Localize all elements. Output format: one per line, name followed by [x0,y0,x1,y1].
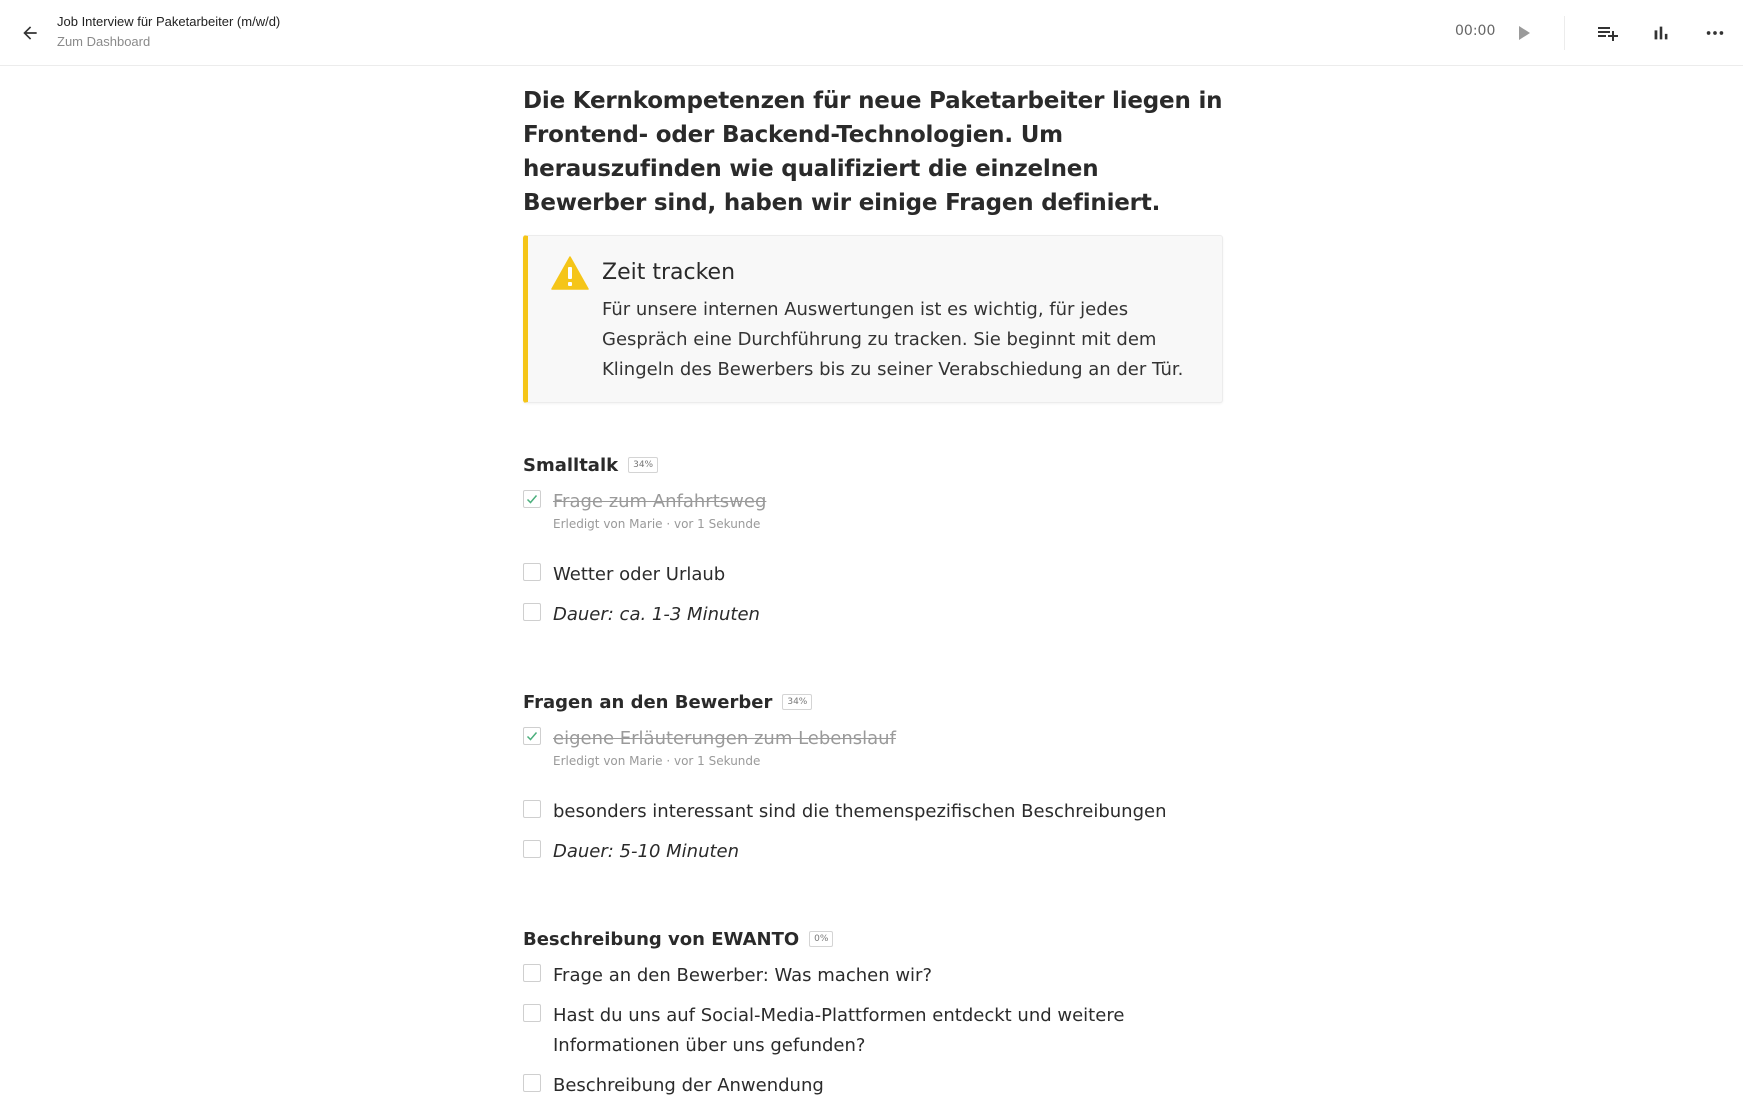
section-progress-badge: 34% [782,694,812,710]
bar-chart-icon [1650,22,1672,44]
callout-body: Für unsere internen Auswertungen ist es wichtig, für jedes Gespräch eine Durchführung zu tracken. Sie beginnt mit dem Klingeln des Bewerbers bis zu seiner Verabschiedung an der Tür. [602,299,1184,380]
section-ewanto-description [523,926,1223,952]
section-candidate-questions [523,689,1223,715]
timer-display: 00:00 [1455,23,1496,39]
section-progress-badge: 34% [628,457,658,473]
item-text[interactable]: Beschreibung der Anwendung [553,1075,824,1096]
item-checkbox[interactable] [523,603,541,621]
item-text[interactable]: Wetter oder Urlaub [553,564,726,585]
back-button[interactable] [14,19,46,47]
page-title: Job Interview für Paketarbeiter (m/w/d) [57,14,281,29]
item-checkbox[interactable] [523,1004,541,1022]
intro-text: Die Kernkompetenzen für neue Paketarbeiter liegen in Frontend- oder Backend-Technologien. Um herauszufinden wie qualifiziert die einzelnen Bewerber sind, haben wir einige Fragen definiert. [523,88,1223,216]
item-checkbox[interactable] [523,490,541,508]
more-options-button[interactable] [1700,18,1730,48]
title-block [57,13,280,51]
playlist-add-icon [1596,21,1620,45]
play-button[interactable] [1511,20,1537,46]
arrow-left-icon [20,23,40,43]
warning-icon [551,256,589,290]
statistics-button[interactable] [1646,18,1676,48]
item-completion-meta: Erledigt von Marie · vor 1 Sekunde [553,754,761,768]
section-title: Smalltalk [523,454,619,476]
callout-title: Zeit tracken [602,260,736,285]
section-smalltalk [523,452,1223,478]
app-header [0,0,1743,66]
dashboard-link[interactable]: Zum Dashboard [57,34,151,49]
section-title: Beschreibung von EWANTO [523,928,800,950]
item-checkbox[interactable] [523,964,541,982]
time-tracking-callout [523,235,1223,403]
item-checkbox[interactable] [523,800,541,818]
item-checkbox[interactable] [523,727,541,745]
item-checkbox[interactable] [523,563,541,581]
checkmark-icon [526,730,538,742]
item-text[interactable]: Frage an den Bewerber: Was machen wir? [553,965,933,986]
item-checkbox[interactable] [523,1074,541,1092]
item-text[interactable]: Hast du uns auf Social-Media-Plattformen entdeckt und weitere Informationen über uns gefunden? [553,1005,1125,1056]
play-icon [1517,25,1531,41]
header-divider [1564,16,1565,50]
add-to-list-button[interactable] [1593,18,1623,48]
item-text[interactable]: Dauer: ca. 1-3 Minuten [553,604,760,625]
item-text[interactable]: Dauer: 5-10 Minuten [553,841,740,862]
item-text[interactable]: besonders interessant sind die themenspezifischen Beschreibungen [553,801,1167,822]
section-progress-badge: 0% [809,931,833,947]
more-horizontal-icon [1704,22,1726,44]
item-text[interactable]: eigene Erläuterungen zum Lebenslauf [553,728,896,749]
section-title: Fragen an den Bewerber [523,691,773,713]
item-checkbox[interactable] [523,840,541,858]
item-completion-meta: Erledigt von Marie · vor 1 Sekunde [553,517,761,531]
item-text[interactable]: Frage zum Anfahrtsweg [553,491,767,512]
checkmark-icon [526,493,538,505]
